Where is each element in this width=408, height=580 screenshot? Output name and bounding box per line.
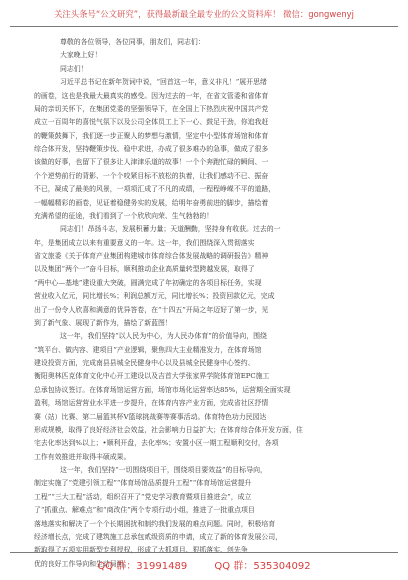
text-line: 总承包协议签订。在体育场馆运营方面，场馆市场化运营率达85%，运营期全面实现 [34,385,291,394]
text-line: 同志们！昂扬斗志，发展积蓄力量；天道酬勤，坚持身有收获。过去的一 [60,225,281,234]
text-line: 工程”“三大工程”活动，组织召开了“党史学习教育暨项目推进会”，成立 [34,492,252,501]
text-line: 年，是集团成立以来有重要意义的一年。这一年，我们围绕深入贯彻落实 [34,238,255,247]
text-line: 新取得了五项实用新型专利授权，形成了大抓项目、狠抓落实、创先争 [34,546,248,555]
text-line: 的画卷，这也是我最大最真实的感受。因为过去的一年，在省文管委和省体育 [34,91,269,100]
text-line: 盈利，场馆运营营业水平进一步提升，在体育内容产业方面，完成省社区抒情 [34,399,269,408]
text-line: 综合体开发，坚持鞭策步伐、稳中求进，办成了很多难办的急事，做成了很多 [34,145,269,153]
text-line: 局的亲切关怀下，在集团党委的坚强领导下，在全国上下热烈庆祝中国共产党 [34,104,269,113]
text-line: 优的良好工作导向和生动局面。 [34,559,131,568]
text-line: 大家晚上好！ [60,51,102,60]
footer-divider [10,552,398,553]
text-line: 赛（站）比赛、第二届篮其杯V篮球挑战赛等赛事活动。体育特色功力民园达 [34,412,267,421]
text-line: 尊敬的各位领导，各位同事，朋友们，同志们： [60,38,205,46]
text-line: 宅去化率达到%以上；•顺利开盘，去化率%；安置小区一期工程顺利交付，各项 [34,439,279,448]
text-line: “筑平台、做内容、建项目”产业逻辑，聚焦四大主业精准发力，在体育场馆 [34,345,262,354]
text-line: 形成规模，取得了良好经济社会效益，社会影响力日益扩大；在体育综合体开发方面，住 [34,425,303,434]
text-line: 不已，凝成了最美的风景，一项项汇成了不凡的成绩，一程程峥嵘不平的道路， [34,185,276,194]
text-line: 建设投资方面，完成南县县城全民健身中心以及县城全民健身中心签约、 [34,359,255,367]
document-body [34,36,376,571]
text-line: “两中心—基地”建设重大突破，圆满完成了年初确定的各项目标任务，实现 [34,278,262,287]
text-line: 充满希望的征途，我们看到了一个欣欣向荣、生气勃勃的！ [34,211,214,220]
text-line: 落地落实和解决了一个个长期困扰和制约我们发展的难点问题。同时，积极培育 [34,519,276,528]
text-line: 这一年，我们坚持“以人民为中心，为人民办体育”的价值导向，围绕 [60,332,267,341]
text-line: 营业收入亿元，同比增长%；利润总额万元，同比增长%；投资回款亿元，完成 [34,292,275,301]
text-line: 该做的好事，也留下了很多让人津津乐道的故事！一个个奔跑忙碌的瞬间、一 [34,158,269,167]
text-line: 一幅幅精彩的画卷，见证着稳健务实的发展，给明年奋勇前进的脚步，描绘着 [34,198,269,207]
footer-qq-group-1: QQ 群：31991489 [97,561,188,572]
text-line: 省文旅委《关于体育产业集团构建城市体育综合体发展战略的调研报告》精神 [34,252,269,260]
text-line: 到了新气象、展现了新作为，描绘了新蓝图！ [34,318,172,327]
text-line: 了“抓重点、解难点”和“商改住”两个专项行动小组，推进了一批重点项目 [34,506,255,515]
text-line: 制定实施了“党建引领工程”“体育场馆品质提升工程”“体育场馆运营提升 [34,479,252,488]
text-line: 的鞭策鼓舞下，我们逐一步正聚人的梦想与激情，坚定中小型体育场馆和体育 [34,131,269,140]
text-line: 这一年，我们坚持“一切围绕项目干，围绕项目要效益”的目标导向， [60,466,267,474]
footer [0,557,408,572]
text-line: 个个逆势前行的背影、一个个咬紧目标不放松的执着，让我们感动不已、振奋 [34,171,269,180]
header-divider [10,26,398,27]
text-line: 工作有效推进并取得丰硕成果。 [34,452,131,461]
text-line: 出了一份令人欣喜和满意的优异答卷，在“十四五”开局之年迈好了第一步，见 [34,305,269,314]
text-line: 成立一百周年的喜悦气氛下以及公司全体员工上下一心、鼓足干劲，你追我赶 [34,118,269,127]
text-line: 衡阳奥林匹克体育文化中心开工建设以及吉首大学张家界学院体育馆EPC施工 [34,372,270,381]
text-line: 经济增长点，完成了建筑施工总承包贰级资质的申请，成立了新的体育发展公司， [34,532,283,541]
text-line: 以及集团“两个一”奋斗目标，顺利推动企业高质量转型跨越发展，取得了 [34,265,255,274]
header-banner: 关注头条号“公文研究”，获得最新最全最专业的公文资料库！ 微信：gongwenyj [54,9,354,19]
footer-qq-group-2: QQ 群：535304092 [214,561,311,572]
text-line: 习近平总书记在新年贺词中说，“回首这一年，意义非凡！”展开思绪 [60,78,267,87]
text-line: 同志们！ [60,64,88,73]
